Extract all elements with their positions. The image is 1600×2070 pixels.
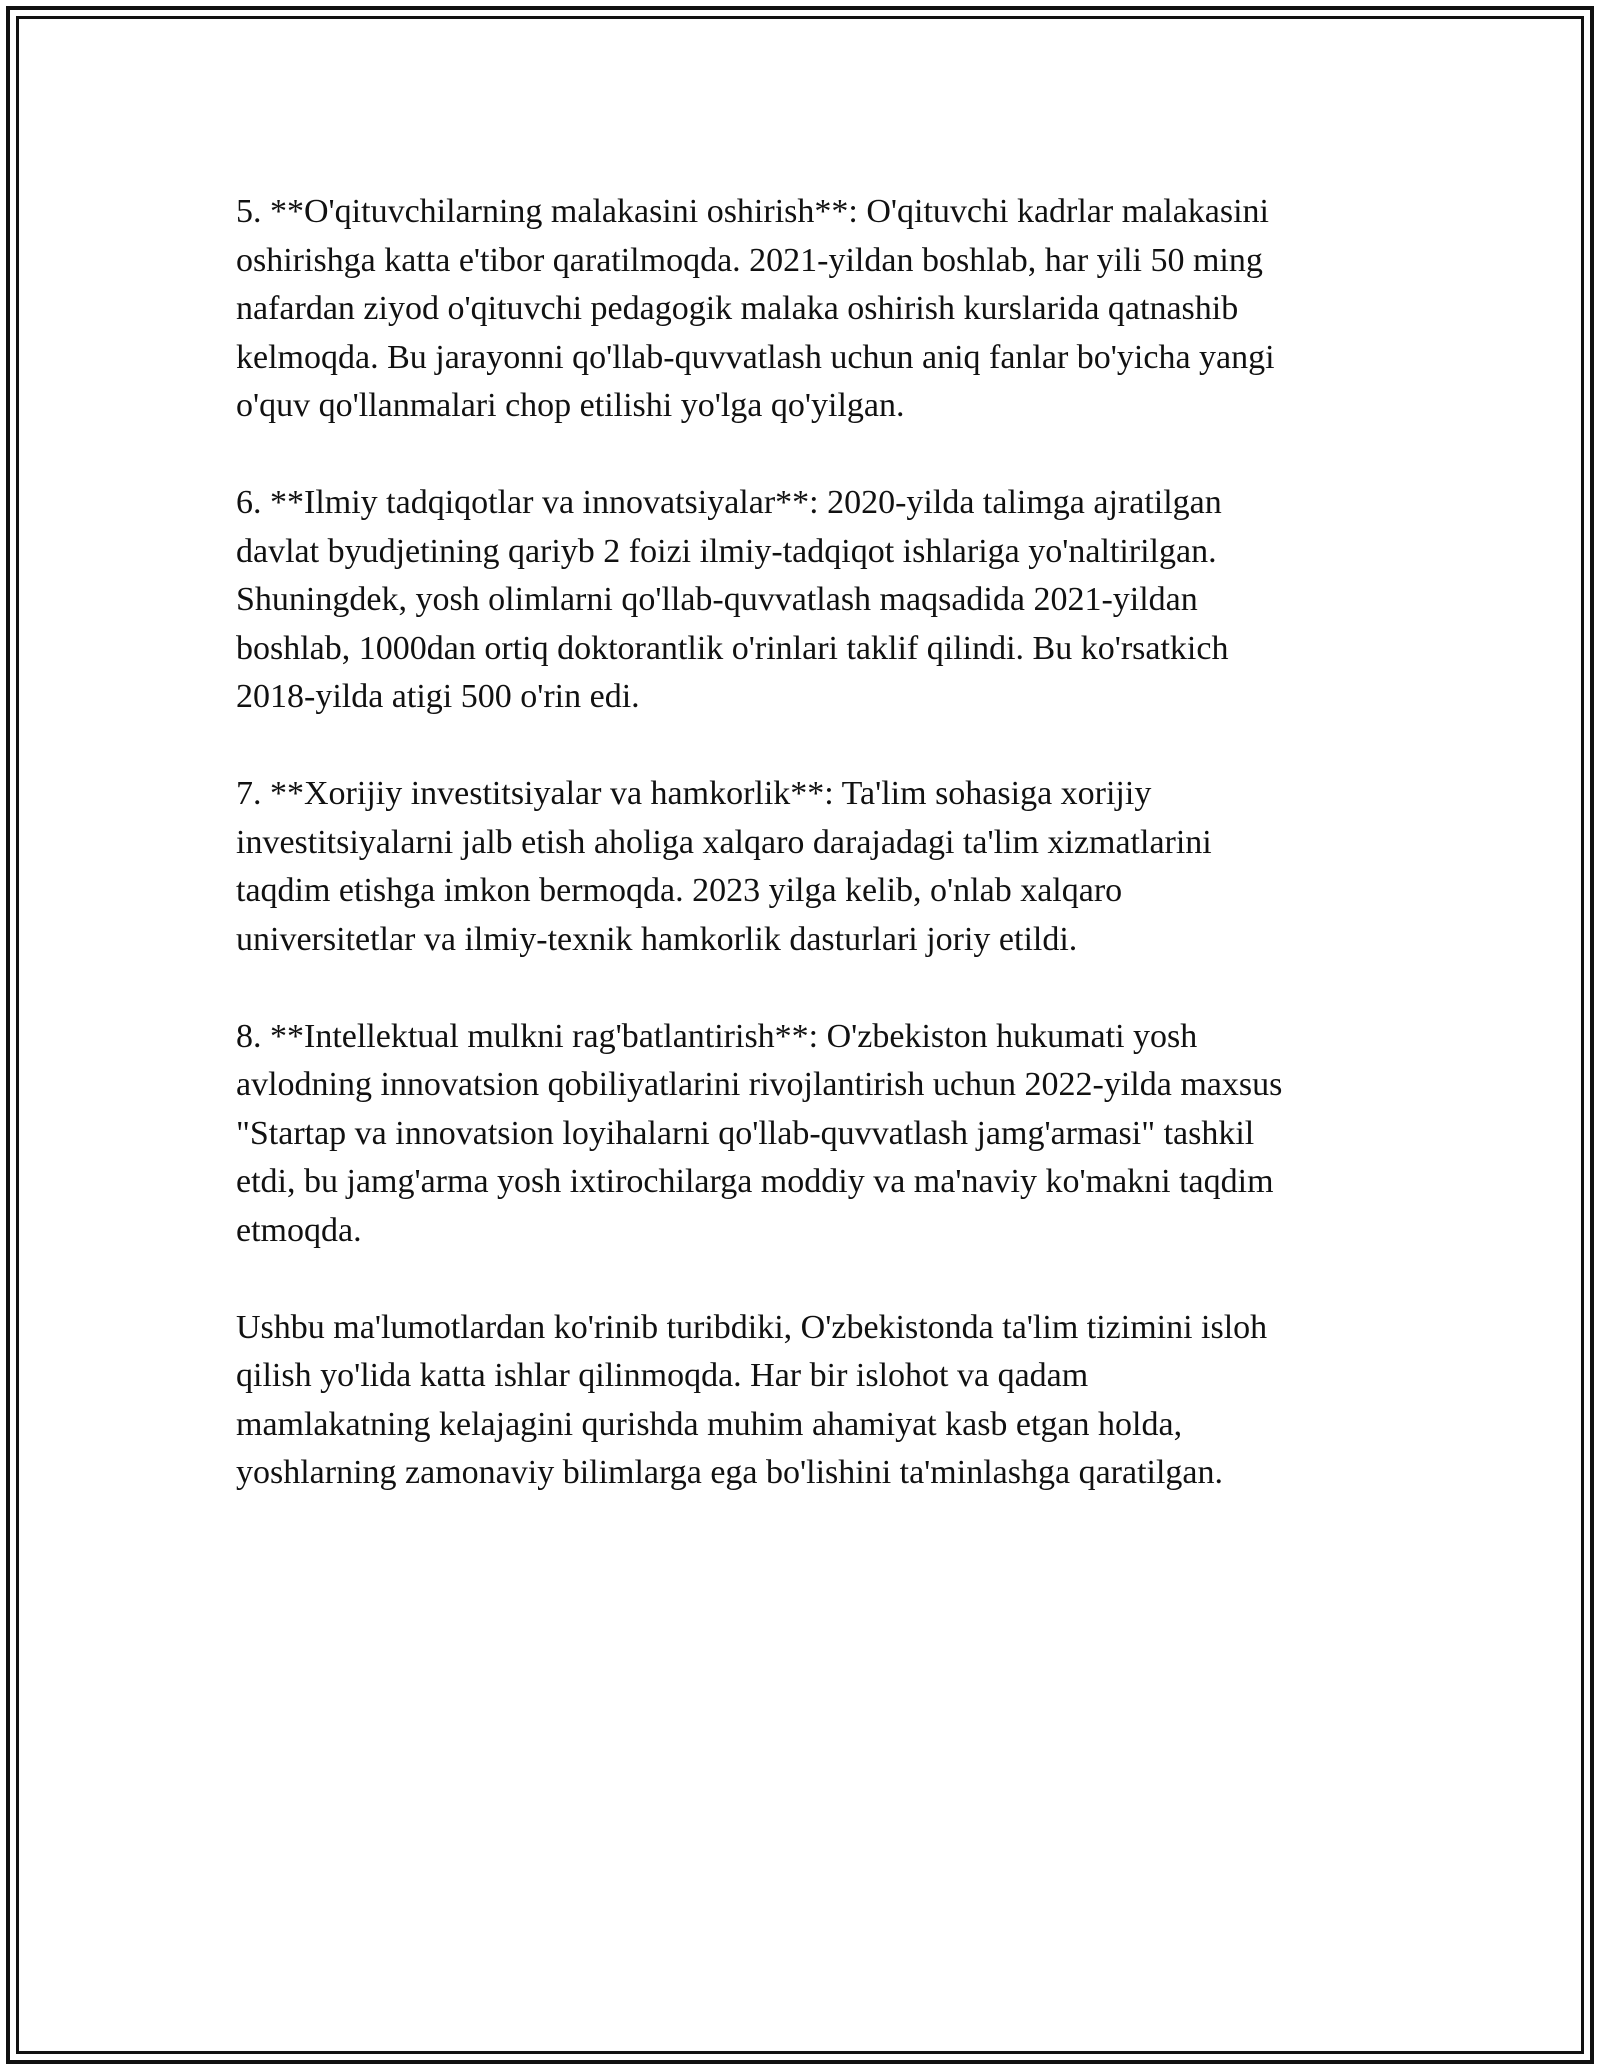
- document-body: [236, 188, 1376, 1546]
- paragraph-conclusion: Ushbu ma'lumotlardan ko'rinib turibdiki, O'zbekistonda ta'lim tizimini isloh qilish yo'lida katta ishlar qilinmoqda. Har bir islohot va qadam mamlakatning kelajagini qurishda muhim ahamiyat kasb etgan holda, yoshlarning zamonaviy bilimlarga ega bo'lishini ta'minlashga qaratilgan.: [236, 1308, 1268, 1491]
- paragraph-scientific-research: 6. **Ilmiy tadqiqotlar va innovatsiyalar**: 2020-yilda talimga ajratilgan davlat byudjetining qariyb 2 foizi ilmiy-tadqiqot ishlariga yo'naltirilgan. Shuningdek, yosh olimlarni qo'llab-quvvatlash maqsadida 2021-yildan boshlab, 1000dan ortiq doktorantlik o'rinlari taklif qilindi. Bu ko'rsatkich 2018-yilda atigi 500 o'rin edi.: [236, 484, 1229, 715]
- paragraph-teacher-qualification: 5. **O'qituvchilarning malakasini oshirish**: O'qituvchi kadrlar malakasini oshirishga katta e'tibor qaratilmoqda. 2021-yildan boshlab, har yili 50 ming nafardan ziyod o'qituvchi pedagogik malaka oshirish kurslarida qatnashib kelmoqda. Bu jarayonni qo'llab-quvvatlash uchun aniq fanlar bo'yicha yangi o'quv qo'llanmalari chop etilishi yo'lga qo'yilgan.: [236, 193, 1275, 424]
- paragraph-intellectual-property: 8. **Intellektual mulkni rag'batlantirish**: O'zbekiston hukumati yosh avlodning innovatsion qobiliyatlarini rivojlantirish uchun 2022-yilda maxsus "Startap va innovatsion loyihalarni qo'llab-quvvatlash jamg'armasi" tashkil etdi, bu jamg'arma yosh ixtirochilarga moddiy va ma'naviy ko'makni taqdim etmoqda.: [236, 1017, 1283, 1249]
- paragraph-foreign-investment: 7. **Xorijiy investitsiyalar va hamkorlik**: Ta'lim sohasiga xorijiy investitsiyalarni jalb etish aholiga xalqaro darajadagi ta'lim xizmatlarini taqdim etishga imkon bermoqda. 2023 yilga kelib, o'nlab xalqaro universitetlar va ilmiy-texnik hamkorlik dasturlari joriy etildi.: [236, 775, 1212, 958]
